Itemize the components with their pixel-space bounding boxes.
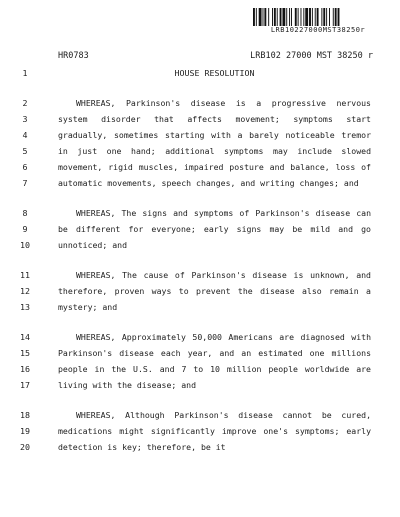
- barcode-text: LRB10227000MST38250r: [270, 26, 366, 34]
- barcode-bar: [253, 8, 255, 26]
- barcode-bar: [289, 8, 290, 26]
- text-line: WHEREAS, Parkinson's disease is a progressive nervous: [76, 98, 371, 108]
- lrb-number: LRB102 27000 MST 38250 r: [250, 51, 373, 61]
- barcode-bar: [272, 8, 273, 26]
- line-number: 4: [22, 130, 28, 140]
- barcode-bar: [333, 8, 334, 26]
- line-number: 10: [20, 240, 30, 250]
- line-number: 7: [22, 178, 28, 188]
- barcode-bar: [295, 8, 297, 26]
- line-number: 20: [20, 442, 30, 452]
- barcode-bar: [317, 8, 319, 26]
- line-number: 17: [20, 380, 30, 390]
- line-number: 15: [20, 348, 30, 358]
- barcode-bar: [280, 8, 282, 26]
- barcode-bar: [335, 8, 337, 26]
- text-line: therefore, proven ways to prevent the disease also remain a: [58, 286, 371, 296]
- text-line: gradually, sometimes starting with a barely noticeable tremor: [58, 130, 371, 140]
- barcode-bar: [323, 8, 325, 26]
- barcode-bar: [268, 8, 269, 26]
- line-number: 9: [22, 224, 28, 234]
- barcode-bar: [291, 8, 292, 26]
- barcode-bar: [301, 8, 302, 26]
- barcode-bar: [264, 8, 266, 26]
- text-line: movement, rigid muscles, impaired posture and balance, loss of: [58, 162, 371, 172]
- text-line: WHEREAS, The cause of Parkinson's disease is unknown, and: [76, 270, 371, 280]
- barcode-bar: [298, 8, 299, 26]
- line-number: 11: [20, 270, 30, 280]
- line-number: 14: [20, 332, 30, 342]
- bill-number: HR0783: [58, 51, 89, 61]
- text-line: automatic movements, speech changes, and writing changes; and: [58, 178, 359, 188]
- barcode-bar: [259, 8, 262, 26]
- line-number: 18: [20, 410, 30, 420]
- line-number: 6: [22, 162, 28, 172]
- barcode-bar: [326, 8, 327, 26]
- text-line: be different for everyone; early signs may be mild and go: [58, 224, 371, 234]
- text-line: Parkinson's disease each year, and an estimated one millions: [58, 348, 371, 358]
- text-line: unnoticed; and: [58, 240, 128, 250]
- line-number: 8: [22, 208, 28, 218]
- barcode-bar: [282, 8, 285, 26]
- barcode-bar: [286, 8, 287, 26]
- barcode-bar: [274, 8, 276, 26]
- barcode-bar: [303, 8, 304, 26]
- line-number: 3: [22, 114, 28, 124]
- barcode: [252, 8, 384, 34]
- text-line: mystery; and: [58, 302, 118, 312]
- text-line: in just one hand; additional symptoms may include slowed: [58, 146, 371, 156]
- text-line: WHEREAS, The signs and symptoms of Parkinson's disease can: [76, 208, 371, 218]
- text-line: system disorder that affects movement; symptoms start: [58, 114, 371, 124]
- barcode-bar: [277, 8, 278, 26]
- text-line: people in the U.S. and 7 to 10 million people worldwide are: [58, 364, 371, 374]
- line-number: 13: [20, 302, 30, 312]
- barcode-bar: [305, 8, 308, 26]
- document-title: HOUSE RESOLUTION: [174, 68, 255, 78]
- line-number: 19: [20, 426, 30, 436]
- text-line: detection is key; therefore, be it: [58, 442, 226, 452]
- barcode-bar: [315, 8, 316, 26]
- text-line: medications might significantly improve one's symptoms; early: [58, 426, 371, 436]
- line-number: 1: [22, 68, 28, 78]
- line-number: 12: [20, 286, 30, 296]
- barcode-bars: [252, 8, 384, 26]
- text-line: WHEREAS, Although Parkinson's disease cannot be cured,: [76, 410, 371, 420]
- barcode-bar: [309, 8, 311, 26]
- line-number: 16: [20, 364, 30, 374]
- barcode-bar: [256, 8, 257, 26]
- barcode-bar: [321, 8, 322, 26]
- text-line: WHEREAS, Approximately 50,000 Americans are diagnosed with: [76, 332, 371, 342]
- text-line: living with the disease; and: [58, 380, 197, 390]
- barcode-bar: [329, 8, 330, 26]
- barcode-bar: [263, 8, 264, 26]
- barcode-bar: [312, 8, 313, 26]
- line-number: 5: [22, 146, 28, 156]
- barcode-bar: [338, 8, 340, 26]
- line-number: 2: [22, 98, 28, 108]
